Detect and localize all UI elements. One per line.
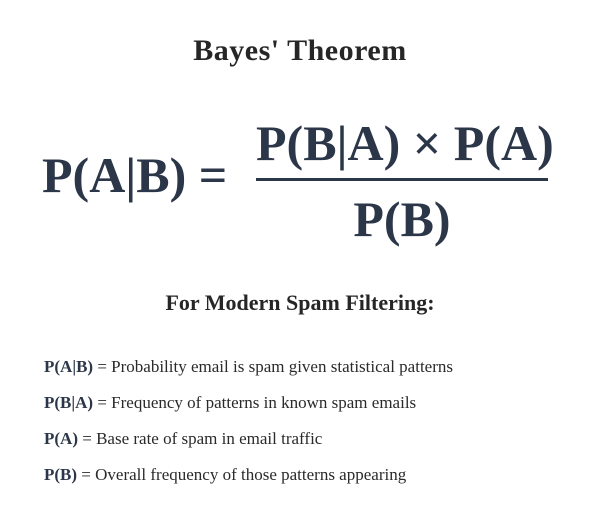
definition-item bbox=[44, 355, 584, 379]
page-title: Bayes' Theorem bbox=[193, 34, 407, 67]
formula-fraction bbox=[256, 108, 554, 258]
definition-item bbox=[44, 463, 584, 487]
definition-text: Probability email is spam given statistical patterns bbox=[111, 357, 453, 376]
definition-separator: = bbox=[93, 357, 112, 376]
definition-separator: = bbox=[77, 465, 96, 484]
fraction-bar bbox=[256, 178, 548, 181]
definition-text: Frequency of patterns in known spam emails bbox=[111, 393, 417, 412]
definition-separator: = bbox=[77, 429, 97, 448]
definition-term: P(B) bbox=[44, 465, 78, 484]
definition-term: P(B|A) bbox=[44, 393, 94, 412]
definitions-list bbox=[44, 355, 584, 499]
definition-item bbox=[44, 391, 584, 415]
definition-term: P(A) bbox=[44, 429, 78, 448]
section-subtitle: For Modern Spam Filtering: bbox=[165, 290, 435, 315]
formula-numerator: P(B|A) × P(A) bbox=[256, 115, 554, 171]
definition-text: Base rate of spam in email traffic bbox=[96, 429, 323, 448]
definition-text: Overall frequency of those patterns appearing bbox=[95, 465, 407, 484]
definition-separator: = bbox=[93, 393, 112, 412]
definition-term: P(A|B) bbox=[44, 357, 94, 376]
bayes-formula bbox=[0, 108, 600, 258]
formula-denominator: P(B) bbox=[353, 191, 451, 247]
definition-item bbox=[44, 427, 584, 451]
formula-lhs: P(A|B) = bbox=[42, 147, 228, 203]
